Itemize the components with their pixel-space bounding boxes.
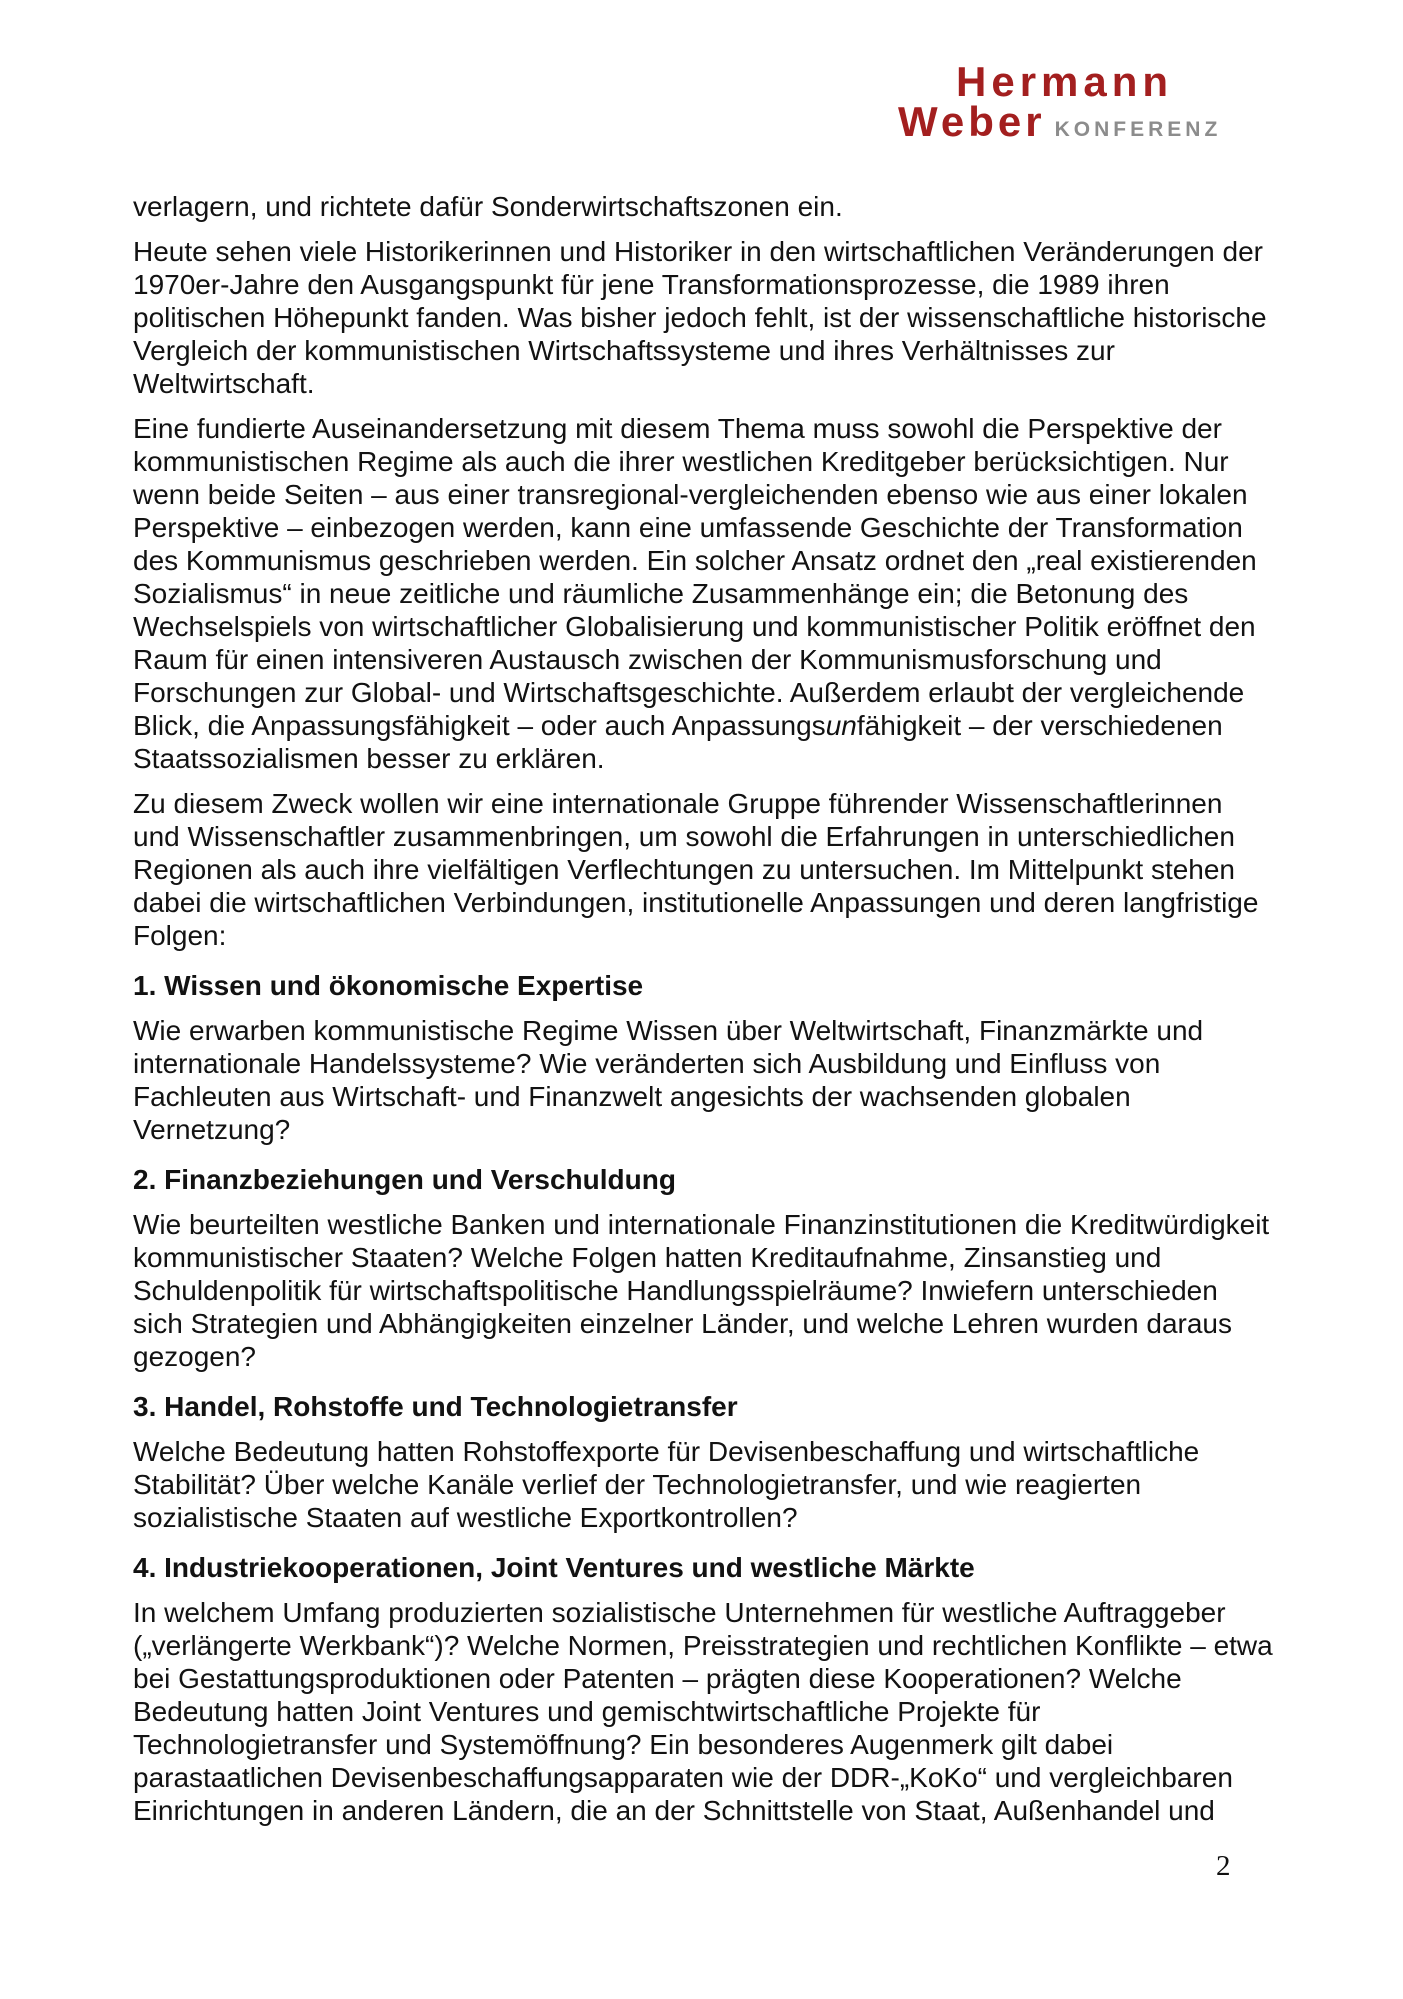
section-heading [133,1390,1273,1423]
paragraph [133,190,1273,223]
paragraph [133,235,1273,400]
text-run: verlagern, und richtete dafür Sonderwirtschaftszonen ein. [133,191,843,222]
text-run: Wie beurteilten westliche Banken und internationale Finanzinstitutionen die Kreditwürdigkeit kommunistischer Staaten? Welche Folgen hatten Kreditaufnahme, Zinsanstieg und Schuldenpolitik für wirtschaftspolitische Handlungsspielräume? Inwiefern unterschieden sich Strategien und Abhängigkeiten einzelner Länder, und welche Lehren wurden daraus gezogen? [133,1209,1270,1372]
paragraph [133,1208,1273,1373]
section-heading [133,1163,1273,1196]
logo-hermann-text: Hermann [956,58,1174,105]
text-run: In welchem Umfang produzierten sozialistische Unternehmen für westliche Auftraggeber („verlängerte Werkbank“)? Welche Normen, Preisstrategien und rechtlichen Konflikte – etwa bei Gestattungsproduktionen oder Patenten – prägten diese Kooperationen? Welche Bedeutung hatten Joint Ventures und gemischtwirtschaftliche Projekte für Technologietransfer und Systemöffnung? Ein besonderes Augenmerk gilt dabei parastaatlichen Devisenbeschaffungsapparaten wie der DDR-„KoKo“ und vergleichbaren Einrichtungen in anderen Ländern, die an der Schnittstelle von Staat, Außenhandel und [133,1597,1273,1826]
paragraph [133,1596,1273,1827]
text-run: 2. Finanzbeziehungen und Verschuldung [133,1164,676,1195]
text-run: 4. Industriekooperationen, Joint Ventures und westliche Märkte [133,1552,975,1583]
page-number: 2 [1216,1850,1231,1882]
logo-konferenz-text: KONFERENZ [1054,118,1222,141]
text-run: un [825,710,857,741]
paragraph [133,1435,1273,1534]
text-run: fähigkeit – der verschiedenen Staatssozialismen besser zu erklären. [133,710,1223,774]
logo-second-line [898,98,1222,150]
paragraph [133,412,1273,775]
text-run: Wie erwarben kommunistische Regime Wissen über Weltwirtschaft, Finanzmärkte und internationale Handelssysteme? Wie veränderten sich Ausbildung und Einfluss von Fachleuten aus Wirtschaft- und Finanzwelt angesichts der wachsenden globalen Vernetzung? [133,1015,1204,1145]
hermann-weber-konferenz-logo [898,58,1222,150]
paragraph [133,1014,1273,1146]
section-heading [133,1551,1273,1584]
text-run: Eine fundierte Auseinandersetzung mit diesem Thema muss sowohl die Perspektive der kommunistischen Regime als auch die ihrer westlichen Kreditgeber berücksichtigen. Nur wenn beide Seiten – aus einer transregional-vergleichenden ebenso wie aus einer lokalen Perspektive – einbezogen werden, kann eine umfassende Geschichte der Transformation des Kommunismus geschrieben werden. Ein solcher Ansatz ordnet den „real existierenden Sozialismus“ in neue zeitliche und räumliche Zusammenhänge ein; die Betonung des Wechselspiels von wirtschaftlicher Globalisierung und kommunistischer Politik eröffnet den Raum für einen intensiveren Austausch zwischen der Kommunismusforschung und Forschungen zur Global- und Wirtschaftsgeschichte. Außerdem erlaubt der vergleichende Blick, die Anpassungsfähigkeit – oder auch Anpassungs [133,413,1257,741]
text-run: 3. Handel, Rohstoffe und Technologietransfer [133,1391,738,1422]
logo-weber-text: Weber [898,98,1046,145]
text-run: 1. Wissen und ökonomische Expertise [133,970,644,1001]
paragraph [133,787,1273,952]
text-run: Heute sehen viele Historikerinnen und Historiker in den wirtschaftlichen Veränderungen der 1970er-Jahre den Ausgangspunkt für jene Transformationsprozesse, die 1989 ihren politischen Höhepunkt fanden. Was bisher jedoch fehlt, ist der wissenschaftliche historische Vergleich der kommunistischen Wirtschaftssysteme und ihres Verhältnisses zur Weltwirtschaft. [133,236,1267,399]
section-heading [133,969,1273,1002]
text-run: Welche Bedeutung hatten Rohstoffexporte für Devisenbeschaffung und wirtschaftliche Stabilität? Über welche Kanäle verlief der Technologietransfer, und wie reagierten sozialistische Staaten auf westliche Exportkontrollen? [133,1436,1200,1533]
text-run: Zu diesem Zweck wollen wir eine internationale Gruppe führender Wissenschaftlerinnen und Wissenschaftler zusammenbringen, um sowohl die Erfahrungen in unterschiedlichen Regionen als auch ihre vielfältigen Verflechtungen zu untersuchen. Im Mittelpunkt stehen dabei die wirtschaftlichen Verbindungen, institutionelle Anpassungen und deren langfristige Folgen: [133,788,1259,951]
document-body [133,190,1273,1839]
